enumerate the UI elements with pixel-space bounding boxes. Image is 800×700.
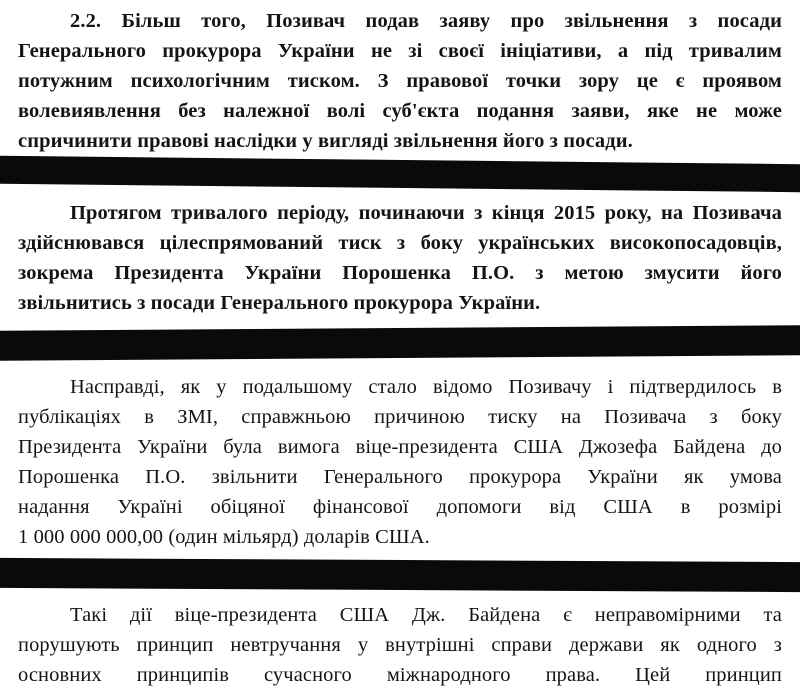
paragraph-line: публікаціях в ЗМІ, справжньою причиною тиску на Позивача з боку xyxy=(18,406,782,428)
paragraph-line: Генерального прокурора України не зі своєї ініціативи, а під тривалим xyxy=(18,40,782,62)
paragraph-line: потужним психологічним тиском. З правової точки зору це є проявом xyxy=(18,70,782,92)
paragraph-line: здійснювався цілеспрямований тиск з боку українських високопосадовців, xyxy=(18,232,782,254)
paragraph-line: Насправді, як у подальшому стало відомо Позивачу і підтвердилось в xyxy=(70,376,782,398)
paragraph-line: Порошенка П.О. звільнити Генерального прокурора України як умова xyxy=(18,466,782,488)
paragraph-line: порушують принцип невтручання у внутрішні справи держави як одного з xyxy=(18,634,782,656)
paragraph-3 xyxy=(18,372,782,552)
paragraph-4 xyxy=(18,600,782,690)
paragraph-line: Президента України була вимога віце-президента США Джозефа Байдена до xyxy=(18,436,782,458)
redaction-bar xyxy=(0,558,800,592)
paragraph-line: 2.2. Більш того, Позивач подав заяву про звільнення з посади xyxy=(70,10,782,32)
redaction-bar xyxy=(0,325,800,361)
paragraph-line: 1 000 000 000,00 (один мільярд) доларів США. xyxy=(18,526,430,548)
paragraph-line: Такі дії віце-президента США Дж. Байдена є неправомірними та xyxy=(70,604,782,626)
paragraph-line: Протягом тривалого періоду, починаючи з кінця 2015 року, на Позивача xyxy=(70,202,782,224)
paragraph-line: звільнитись з посади Генерального прокурора України. xyxy=(18,292,541,314)
paragraph-1 xyxy=(18,6,782,156)
paragraph-2 xyxy=(18,198,782,318)
redaction-bar xyxy=(0,156,800,192)
paragraph-line: надання Україні обіцяної фінансової допомоги від США в розмірі xyxy=(18,496,782,518)
paragraph-line: спричинити правові наслідки у вигляді звільнення його з посади. xyxy=(18,130,633,152)
paragraph-line: зокрема Президента України Порошенка П.О. з метою змусити його xyxy=(18,262,782,284)
paragraph-line: основних принципів сучасного міжнародного права. Цей принцип xyxy=(18,664,782,686)
paragraph-line: волевиявлення без належної волі суб'єкта подання заяви, яке не може xyxy=(18,100,782,122)
